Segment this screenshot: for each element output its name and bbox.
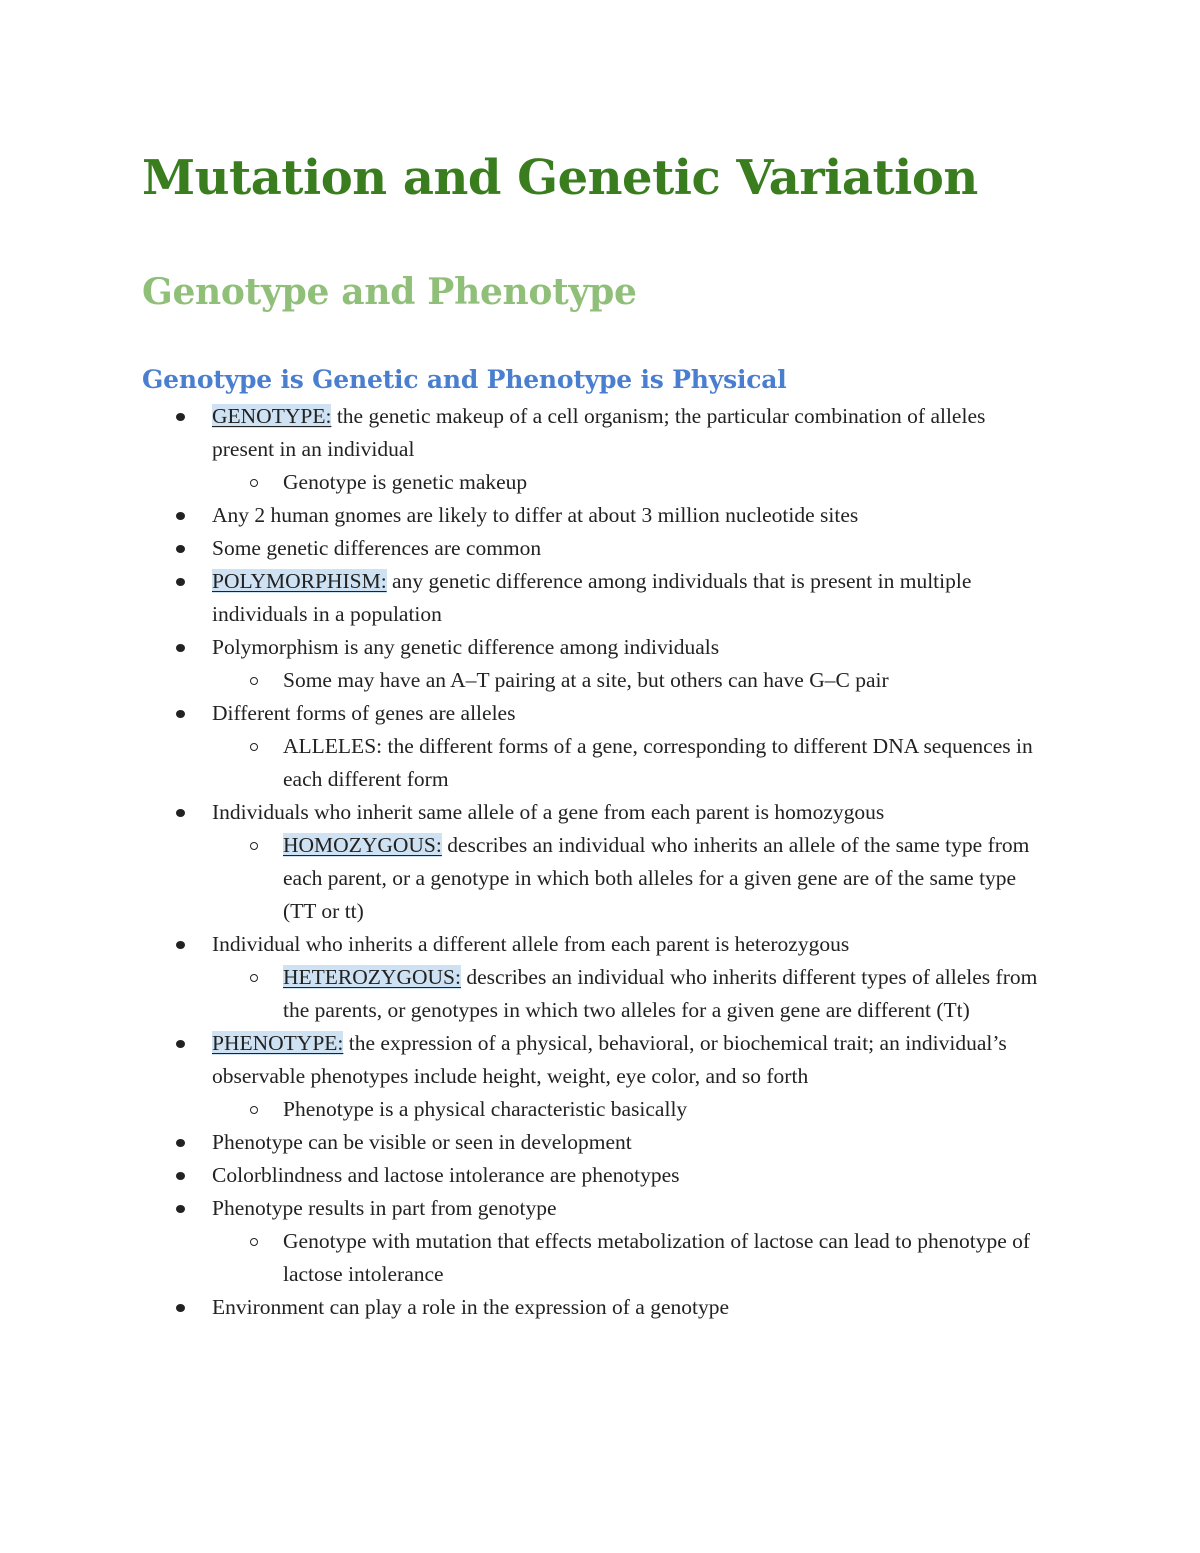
list-item — [142, 1159, 1050, 1192]
hollow-bullet-icon — [250, 479, 258, 487]
sub-bullet-list — [212, 1225, 1050, 1291]
bullet-icon — [176, 413, 185, 421]
list-item — [142, 1192, 1050, 1291]
list-item-text: Genotype with mutation that effects metabolization of lactose can lead to phenotype of lactose intolerance — [283, 1229, 1031, 1286]
list-item — [142, 532, 1050, 565]
list-item-text: Phenotype is a physical characteristic basically — [283, 1097, 688, 1121]
sub-list-item — [212, 664, 1050, 697]
list-item-text: Polymorphism is any genetic difference among individuals — [212, 635, 720, 659]
bullet-icon — [176, 578, 185, 586]
list-item-text: Phenotype can be visible or seen in development — [212, 1130, 632, 1154]
list-item-text: Environment can play a role in the expression of a genotype — [212, 1295, 730, 1319]
list-item — [142, 1291, 1050, 1324]
bullet-icon — [176, 545, 185, 553]
list-item-text: the expression of a physical, behavioral, or biochemical trait; an individual’s observable phenotypes include height, weight, eye color, and so forth — [212, 1031, 1007, 1088]
list-item — [142, 400, 1050, 499]
highlighted-term: HOMOZYGOUS: — [283, 833, 442, 857]
list-item — [142, 697, 1050, 796]
sub-list-item — [212, 1225, 1050, 1291]
subsection-heading: Genotype is Genetic and Phenotype is Physical — [142, 365, 787, 394]
list-item — [142, 499, 1050, 532]
sub-bullet-list — [212, 829, 1050, 928]
bullet-icon — [176, 809, 185, 817]
sub-list-item — [212, 466, 1050, 499]
sub-bullet-list — [212, 1093, 1050, 1126]
document-title: Mutation and Genetic Variation — [142, 150, 978, 206]
bullet-icon — [176, 1172, 185, 1180]
bullet-icon — [176, 941, 185, 949]
list-item-text: Genotype is genetic makeup — [283, 470, 528, 494]
bullet-icon — [176, 1304, 185, 1312]
highlighted-term: HETEROZYGOUS: — [283, 965, 461, 989]
list-item-text: Individual who inherits a different allele from each parent is heterozygous — [212, 932, 850, 956]
sub-bullet-list — [212, 961, 1050, 1027]
bullet-icon — [176, 710, 185, 718]
list-item-text: any genetic difference among individuals that is present in multiple individuals in a population — [212, 569, 972, 626]
sub-bullet-list — [212, 730, 1050, 796]
hollow-bullet-icon — [250, 677, 258, 685]
bullet-list — [142, 400, 1050, 1324]
hollow-bullet-icon — [250, 1106, 258, 1114]
hollow-bullet-icon — [250, 974, 258, 982]
highlighted-term: PHENOTYPE: — [212, 1031, 344, 1055]
bullet-icon — [176, 644, 185, 652]
list-item-text: Different forms of genes are alleles — [212, 701, 516, 725]
bullet-icon — [176, 1040, 185, 1048]
list-item — [142, 1027, 1050, 1126]
list-item — [142, 1126, 1050, 1159]
hollow-bullet-icon — [250, 842, 258, 850]
list-item — [142, 565, 1050, 631]
list-item-text: Some may have an A–T pairing at a site, but others can have G–C pair — [283, 668, 889, 692]
list-item-text: Any 2 human gnomes are likely to differ at about 3 million nucleotide sites — [212, 503, 859, 527]
sub-bullet-list — [212, 466, 1050, 499]
highlighted-term: POLYMORPHISM: — [212, 569, 387, 593]
list-item-text: describes an individual who inherits an allele of the same type from each parent, or a genotype in which both alleles for a given gene are of the same type (TT or tt) — [283, 833, 1030, 923]
list-item-text: Some genetic differences are common — [212, 536, 542, 560]
sub-bullet-list — [212, 664, 1050, 697]
bullet-icon — [176, 1139, 185, 1147]
hollow-bullet-icon — [250, 743, 258, 751]
sub-list-item — [212, 829, 1050, 928]
list-item — [142, 631, 1050, 697]
list-item-text: Phenotype results in part from genotype — [212, 1196, 557, 1220]
list-item-text: the genetic makeup of a cell organism; the particular combination of alleles present in an individual — [212, 404, 986, 461]
list-item-text: describes an individual who inherits different types of alleles from the parents, or genotypes in which two alleles for a given gene are different (Tt) — [283, 965, 1038, 1022]
bullet-icon — [176, 512, 185, 520]
list-item-text: ALLELES: the different forms of a gene, corresponding to different DNA sequences in each different form — [283, 734, 1033, 791]
highlighted-term: GENOTYPE: — [212, 404, 332, 428]
hollow-bullet-icon — [250, 1238, 258, 1246]
list-item-text: Colorblindness and lactose intolerance are phenotypes — [212, 1163, 680, 1187]
list-item — [142, 796, 1050, 928]
section-title: Genotype and Phenotype — [142, 271, 637, 313]
sub-list-item — [212, 1093, 1050, 1126]
list-item-text: Individuals who inherit same allele of a gene from each parent is homozygous — [212, 800, 885, 824]
list-item — [142, 928, 1050, 1027]
bullet-icon — [176, 1205, 185, 1213]
sub-list-item — [212, 730, 1050, 796]
sub-list-item — [212, 961, 1050, 1027]
